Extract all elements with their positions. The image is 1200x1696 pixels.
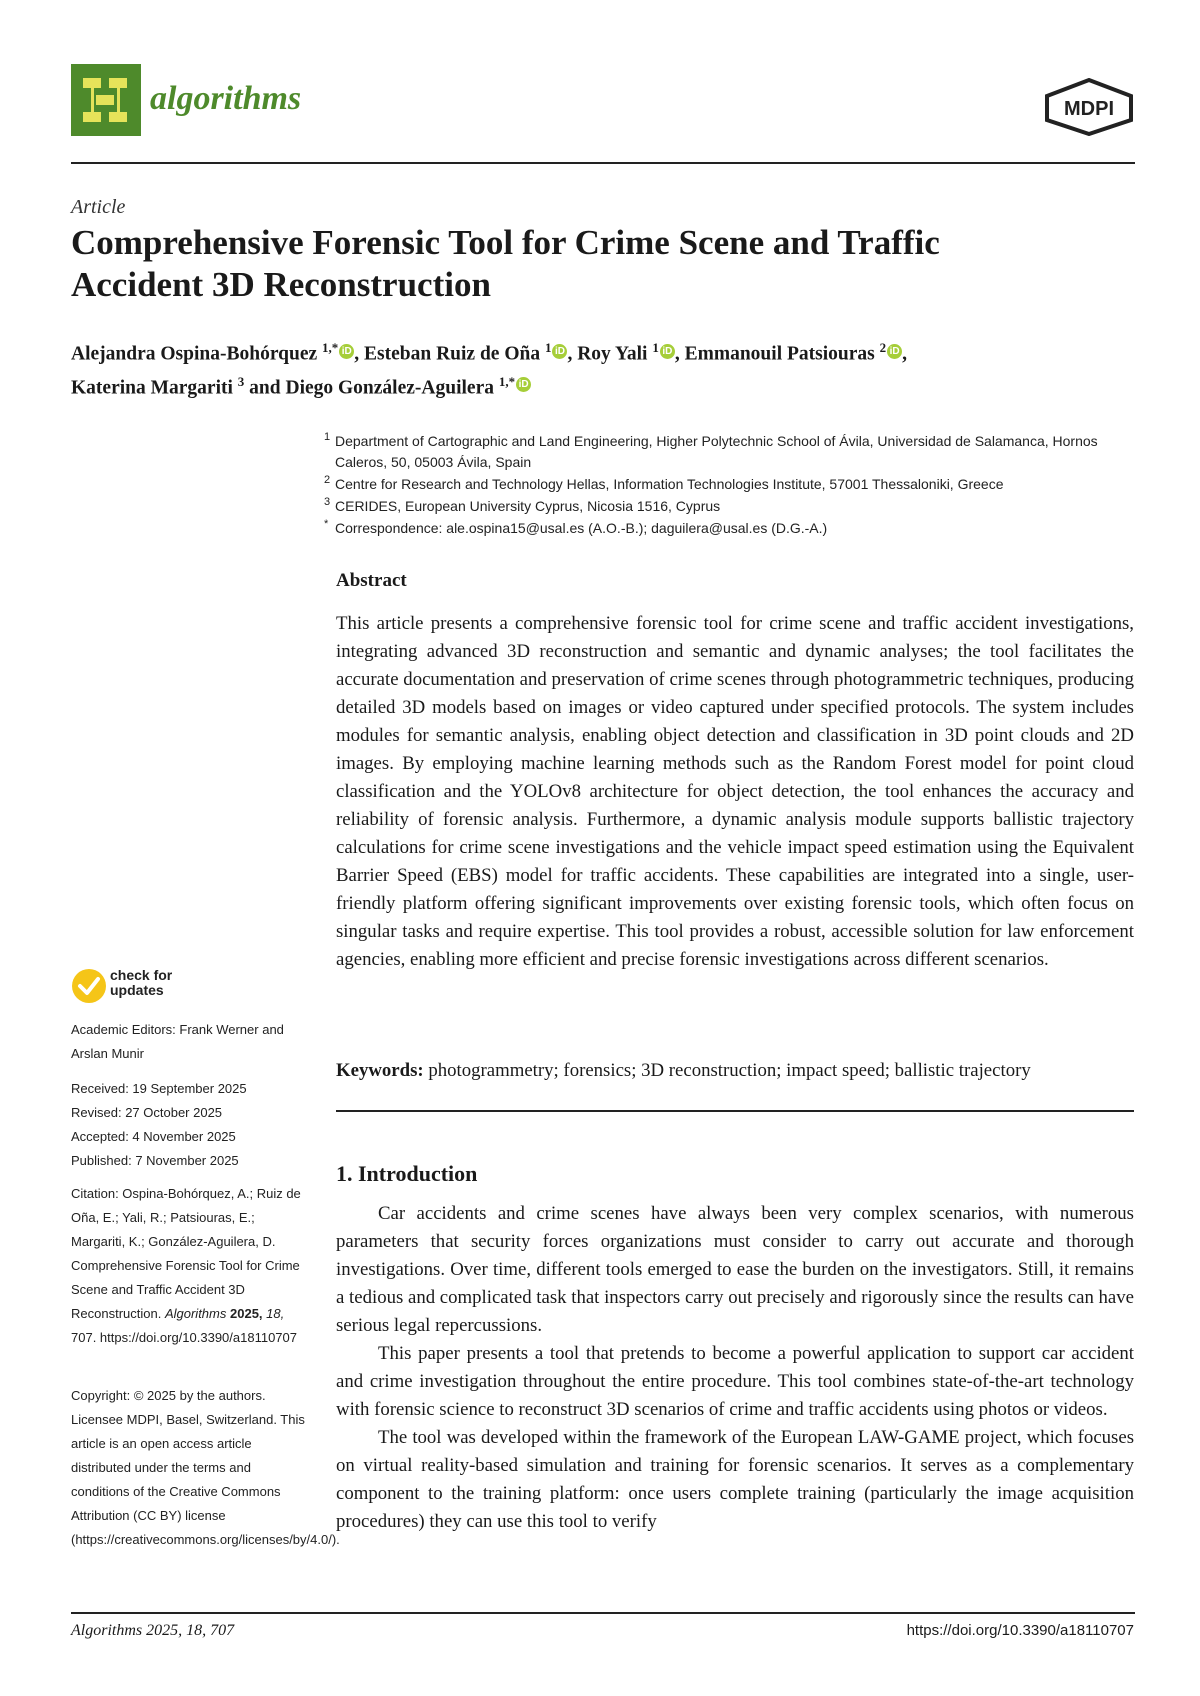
author-name[interactable]: Diego González-Aguilera bbox=[285, 377, 494, 398]
orcid-icon[interactable]: iD bbox=[552, 344, 567, 359]
citation-journal: Algorithms bbox=[164, 1306, 227, 1321]
citation: Citation: Ospina-Bohórquez, A.; Ruiz de Oña, E.; Yali, R.; Patsiouras, E.; Margariti, K.; González-Aguilera, D. Comprehensive Forensic Tool for Crime Scene and Traffic Accident 3D Reconstruction. Algorithms 2025, 18, 707. https://doi.org/10.3390/a18110707 bbox=[71, 1186, 301, 1345]
citation-volume: 18, bbox=[266, 1306, 285, 1321]
academic-editors: Academic Editors: Frank Werner and Arslan Munir bbox=[71, 1022, 284, 1061]
orcid-icon[interactable]: iD bbox=[887, 344, 902, 359]
author-name[interactable]: Emmanouil Patsiouras bbox=[684, 343, 875, 365]
author-name[interactable]: Alejandra Ospina-Bohórquez bbox=[71, 343, 318, 365]
author-affiliation-mark: 1,* bbox=[498, 373, 516, 389]
title-line-1: Comprehensive Forensic Tool for Crime Scene and Traffic bbox=[71, 223, 940, 262]
check-for-updates-label[interactable]: check for updates bbox=[110, 967, 173, 998]
author-name[interactable]: Esteban Ruiz de Oña bbox=[364, 343, 541, 365]
header-divider bbox=[71, 162, 1135, 164]
copyright-notice: Copyright: © 2025 by the authors. Licensee MDPI, Basel, Switzerland. This article is an open access article distributed under the terms and conditions of the Creative Commons Attribution (CC BY) license (https://creativecommons.org/licenses/by/4.0/). bbox=[71, 1388, 340, 1547]
abstract-text: This article presents a comprehensive forensic tool for crime scene and traffic accident investigations, integrating advanced 3D reconstruction and semantic and dynamic analyses; the tool facilitates the accurate documentation and preservation of crime scenes through photogrammetric techniques, producing detailed 3D models based on images or video captured under specified protocols. The system includes modules for semantic analysis, enabling object detection and classification in 3D point clouds and 2D images. By employing machine learning methods such as the Random Forest model for point cloud classification and the YOLOv8 architecture for object detection, the tool enhances the accuracy and reliability of forensic analysis. Furthermore, a dynamic analysis module supports ballistic trajectory calculations for crime scene investigations and the vehicle impact speed estimation using the Equivalent Barrier Speed (EBS) model for traffic accidents. These capabilities are integrated into a single, user-friendly platform offering significant improvements over existing forensic tools, which often focus on singular tasks and require expertise. This tool provides a robust, accessible solution for law enforcement agencies, enabling more efficient and precise forensic investigations across different scenarios. bbox=[336, 613, 1134, 970]
paragraph: This paper presents a tool that pretends to become a powerful application to support car accident and crime investigation throughout the entire procedure. This tool combines state-of-the-art technology with forensic science to reconstruct 3D scenarios of crime and traffic accidents using photos or videos. bbox=[336, 1343, 1134, 1420]
article-title bbox=[71, 222, 1131, 306]
orcid-icon[interactable]: iD bbox=[339, 344, 354, 359]
date-published: Published: 7 November 2025 bbox=[71, 1153, 239, 1168]
journal-name: algorithms bbox=[150, 80, 302, 117]
correspondence: * Correspondence: ale.ospina15@usal.es (A.O.-B.); daguilera@usal.es (D.G.-A.) bbox=[324, 518, 828, 536]
author-affiliation-mark: 1 bbox=[652, 340, 659, 355]
author-affiliation-mark: 1 bbox=[544, 340, 552, 355]
author-name[interactable]: Roy Yali bbox=[577, 343, 648, 365]
author-list: Alejandra Ospina-Bohórquez $^{1,*}$ iD , Esteban Ruiz de Oña $^1$ iD , Roy Yali $^1$ iD , Emmanouil Patsiouras $^2$ iD , Katerina Margariti $^3$ and Diego González-Aguilera $^{1,*}$ iD bbox=[71, 340, 907, 398]
mdpi-logo-icon bbox=[1043, 78, 1135, 136]
abstract-heading: Abstract bbox=[336, 570, 407, 591]
author-affiliation-mark: 1,* bbox=[322, 340, 339, 355]
introduction-body bbox=[336, 1200, 1134, 1536]
author-conjunction: and bbox=[249, 377, 281, 398]
footer-citation: Algorithms 2025, 18, 707 bbox=[71, 1622, 235, 1639]
affiliation-1: 1 Department of Cartographic and Land Engineering, Higher Polytechnic School of Ávila, Universidad de Salamanca, Hornos Caleros, 50, 05003 Ávila, Spain bbox=[324, 431, 1098, 470]
publisher-name: MDPI bbox=[1064, 98, 1114, 120]
paragraph: The tool was developed within the framework of the European LAW-GAME project, which focuses on virtual reality-based simulation and training for forensic scenarios. It serves as a complementary component to the training platform: once users complete training (particularly the image acquisition procedures) they can use this tool to verify bbox=[336, 1427, 1134, 1532]
date-accepted: Accepted: 4 November 2025 bbox=[71, 1129, 236, 1144]
affiliation-3: 3 CERIDES, European University Cyprus, Nicosia 1516, Cyprus bbox=[324, 496, 721, 514]
keywords bbox=[336, 1057, 1136, 1085]
author-affiliation-mark: 2 bbox=[879, 340, 887, 355]
paragraph: Car accidents and crime scenes have always been very complex scenarios, with numerous parameters that security forces organizations must consider to carry out accurate and thorough investigations. Over time, different tools emerged to ease the burden on the investigators. Still, it remains a tedious and complicated task that inspectors carry out precisely and rigorously since the results can have serious legal repercussions. bbox=[336, 1203, 1134, 1336]
author-name[interactable]: Katerina Margariti bbox=[71, 377, 233, 398]
section-heading-introduction: 1. Introduction bbox=[336, 1161, 478, 1186]
date-received: Received: 19 September 2025 bbox=[71, 1081, 247, 1096]
check-for-updates-icon[interactable] bbox=[71, 968, 107, 1004]
orcid-icon[interactable]: iD bbox=[516, 377, 531, 392]
author-affiliation-mark: 3 bbox=[237, 373, 245, 389]
footer-doi-link[interactable]: https://doi.org/10.3390/a18110707 bbox=[906, 1622, 1134, 1639]
affiliation-2: 2 Centre for Research and Technology Hellas, Information Technologies Institute, 57001 Thessaloniki, Greece bbox=[324, 474, 1004, 492]
section-divider bbox=[336, 1110, 1134, 1112]
orcid-icon[interactable]: iD bbox=[660, 344, 675, 359]
journal-logo-icon bbox=[71, 64, 141, 136]
article-type: Article bbox=[71, 196, 126, 218]
date-revised: Revised: 27 October 2025 bbox=[71, 1105, 223, 1120]
keywords-list: photogrammetry; forensics; 3D reconstruction; impact speed; ballistic trajectory bbox=[428, 1060, 1031, 1081]
title-line-2: Accident 3D Reconstruction bbox=[71, 265, 491, 304]
footer-divider bbox=[71, 1612, 1135, 1614]
keywords-label: Keywords: bbox=[336, 1060, 424, 1081]
citation-doi[interactable]: 707. https://doi.org/10.3390/a18110707 bbox=[71, 1330, 298, 1345]
citation-year: 2025, bbox=[230, 1306, 263, 1321]
